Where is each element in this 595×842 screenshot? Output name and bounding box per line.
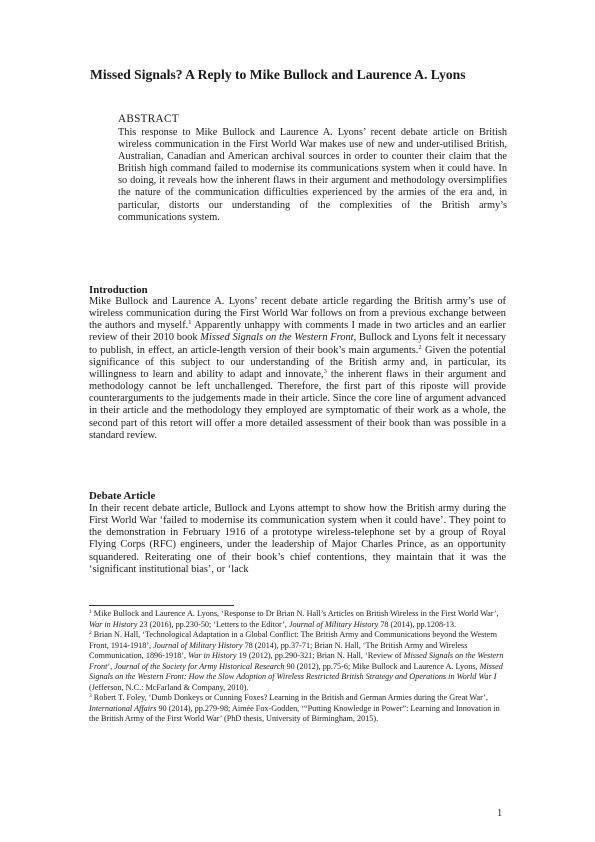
footnote-ref-3[interactable]: 3 <box>323 367 327 375</box>
debate-paragraph: In their recent debate article, Bullock and Lyons attempt to show how the British army during the First World War ‘failed to modernise its communication system when it could have’. They point to the demonstration in February 1916 of a prototype wireless-telephone set by a group of Royal Flying Corps (RFC) engineers, under the leadership of Major Charles Prince, as an opportunity squandered. Reiterating one of their book’s chief contentions, they maintain that it was the ‘significant institutional bias’, or ‘lack <box>89 503 506 575</box>
footnote-2-number: 2 <box>89 630 92 636</box>
footnote-ref-2[interactable]: 2 <box>418 343 422 351</box>
intro-text-2: Apparently unhappy with comments I made in two articles and an earlier review of their 2010 book <box>89 320 506 344</box>
footnote-3-number: 3 <box>89 693 92 699</box>
footnote-1-number: 1 <box>89 609 92 615</box>
footnote-2-journal-a: Journal of Military History <box>153 640 243 650</box>
intro-text-3: , Bullock and Lyons felt it necessary to publish, in effect, an article-length version of their book’s main arguments. <box>89 332 506 356</box>
footnote-3-text-a: Robert T. Foley, ‘Dumb Donkeys or Cunning Foxes? Learning in the British and German Armies during the Great War’, <box>91 693 488 702</box>
intro-text-4: Given the potential significance of this subject to our understanding of the British army and, in particular, its willingness to learn and ability to adapt and innovate, <box>89 344 506 380</box>
intro-text-5: the inherent flaws in their argument and methodology cannot be left unchallenged. Therefore, the first part of this riposte will provide counterarguments to the judgements made in their article. Since the core line of argument advanced in their article and the methodology they employed are symptomatic of their work as a whole, the second part of this retort will offer a more detailed assessment of their book than was possible in a standard review. <box>89 368 507 441</box>
page-number: 1 <box>497 808 503 819</box>
footnote-2-text-e: 19 (2012), pp.290-321; Brian N. Hall, ‘Review of <box>236 651 404 660</box>
footnote-1 <box>89 609 509 630</box>
intro-book-title: Missed Signals on the Western Front <box>200 332 354 344</box>
footnote-ref-1[interactable]: 1 <box>188 319 192 327</box>
footnote-2-text-k: (Jefferson, N.C.: McFarland & Company, 2010). <box>89 682 249 692</box>
footnote-2-text-a: Brian N. Hall, ‘Technological Adaptation in a Global Conflict: The British Army and Communications beyond the Western Front, 1914-1918’, <box>89 630 498 650</box>
debate-heading: Debate Article <box>89 490 156 502</box>
footnote-2-journal-b: War in History <box>188 651 237 660</box>
intro-text-1: Mike Bullock and Laurence A. Lyons’ recent debate article regarding the British army’s use of wireless communication during the First World War follows on from a previous exchange between the authors and myself. <box>89 296 506 332</box>
footnote-1-text-a: Mike Bullock and Laurence A. Lyons, ‘Response to Dr Brian N. Hall’s Articles on British Wireless in the First World War’, <box>91 609 499 618</box>
abstract-text: This response to Mike Bullock and Laurence A. Lyons’ recent debate article on British wireless communication in the First World War makes use of new and under-utilised British, Australian, Canadian and American archival sources in order to counter their claim that the British high command failed to modernise its communications system when it could have. In so doing, it reveals how the inherent flaws in their argument and methodology oversimplifies the nature of the communication difficulties experienced by the armies of the era and, in particular, distorts our understanding of the complexities of the British army’s communications system. <box>118 127 507 223</box>
footnote-1-journal-a: War in History <box>89 619 138 629</box>
footnotes <box>89 609 509 725</box>
footnote-2 <box>89 630 509 693</box>
footnote-2-journal-c: Journal of the Society for Army Historical Research <box>114 661 285 671</box>
footnote-2-book-a: Missed Signals on the Western Front <box>89 651 504 671</box>
footnote-2-text-c: 78 (2014), pp.37-71; Brian N. Hall, ‘The British Army and Wireless Communication, 1896-1918’, <box>89 640 468 660</box>
introduction-paragraph <box>89 296 506 442</box>
footnote-1-journal-b: Journal of Military History <box>288 619 379 629</box>
footnote-3-journal-a: International Affairs <box>89 703 157 713</box>
footnote-1-text-c: 23 (2016), pp.230-50; ‘Letters to the Editor’, <box>137 619 289 629</box>
footnote-separator <box>89 605 234 606</box>
footnote-3-text-c: 90 (2014), pp.279-98; Aimée Fox-Godden, ‘“Putting Knowledge in Power”: Learning and Innovation in the British Army of the First World War’ (PhD thesis, University of Birmingham, 2015). <box>89 703 500 723</box>
introduction-heading: Introduction <box>89 284 148 296</box>
footnote-2-text-g: ’, <box>107 661 115 671</box>
footnote-3 <box>89 693 509 725</box>
footnote-1-text-e: 78 (2014), pp.1208-13. <box>378 619 457 629</box>
footnote-2-book-b: Missed Signals on the Western Front: How the Slow Adoption of Wireless Restricted British Strategy and Operations in World War I <box>89 661 503 681</box>
abstract-heading: ABSTRACT <box>118 113 179 125</box>
article-title: Missed Signals? A Reply to Mike Bullock and Laurence A. Lyons <box>90 67 466 82</box>
footnote-2-text-i: 90 (2012), pp.75-6; Mike Bullock and Laurence A. Lyons, <box>284 661 480 671</box>
